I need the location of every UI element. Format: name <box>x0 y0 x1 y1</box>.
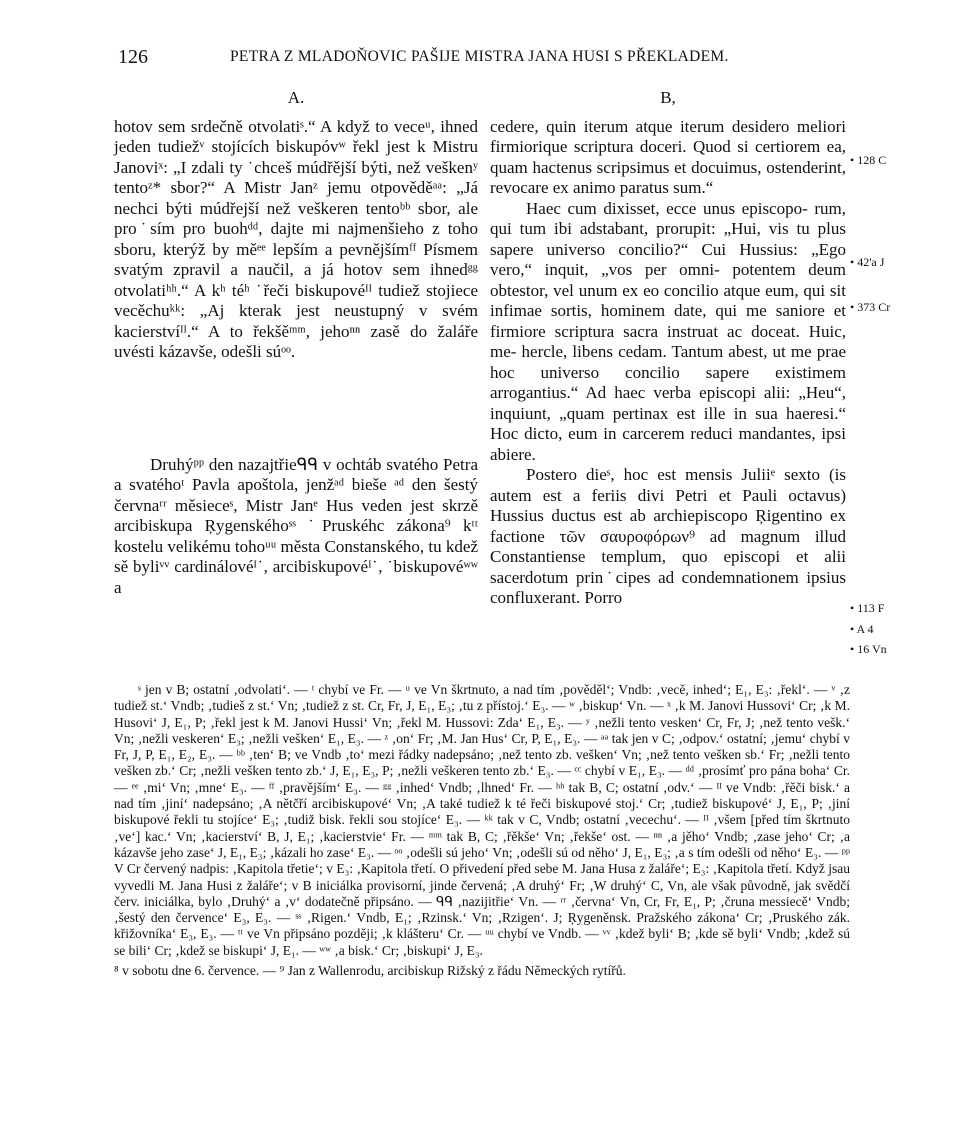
column-a-label: A. <box>287 88 305 107</box>
margin-note: • 128 C <box>850 153 887 167</box>
margin-note: • 16 Vn <box>850 642 887 656</box>
margin-note: • 113 F <box>850 601 885 615</box>
latin-paragraph-1: cedere, quin iterum atque iterum desidero meliori firmiorique scriptura doceri. Quod si certiorem ea, quam hactenus scripsimus et docuimus, ostenderint, revocare ex animo paratus sum.“ <box>490 116 846 197</box>
running-title: PETRA Z MLADOŇOVIC PAŠIJE MISTRA JANA HUSI S PŘEKLADEM. <box>230 48 729 65</box>
latin-paragraph-3: Postero dieˢ, hoc est mensis Juliiᵉ sexto (is autem est a feriis divi Petri et Pauli octavus) Hussius ductus est ab archiepiscopo Ŗigentino ex factione τῶν σαυροφόρων⁹ ad magnum illud Constantiense templum, quo episcopi et alii sacerdotum prin˙cipes ad condemnationem ipsius confluxerant. Porro <box>490 465 846 607</box>
margin-note: • 42'a J <box>850 255 885 269</box>
page-number: 126 <box>118 46 148 68</box>
footnotes <box>114 682 850 979</box>
footnote-numbered: ⁸ v sobotu dne 6. července. — ⁹ Jan z Wallenrodu, arcibiskup Rižský z řádu Německých rytířů. <box>114 963 626 979</box>
footnote-apparatus: ˢ jen v B; ostatní ‚odvolati‘. — ᵗ chybí ve Fr. — ᵘ ve Vn škrtnuto, a nad tím ‚pověděl‘; Vndb: ‚vecě, inhed‘; E₁, E₃: ‚řekl‘. — ᵛ ‚z tudiež st.‘ Vndb; ‚tudieš z st.‘ Vn; ‚tudiež z st. Cr, Fr, J, E₁, E₃; ‚tu z přístoj.‘ E₃. — ʷ ‚biskup‘ Vn. — ˣ ‚k M. Janovi Hussovi‘ Cr; ‚k M. Husovi‘ J, E₁, P; ‚řekl jest k M. Janovi Hussi‘ Vn; ‚řekl M. Hussovi: Zda‘ E₁, E₃. — ʸ ‚nežli tento vesken‘ Cr, Fr, J; ‚než tento vešk.‘ Vn; ‚nežli veskeren‘ E₃; ‚nežli vešken‘ E₁, E₃. — ᶻ ‚on‘ Fr; ‚M. Jan Hus‘ Cr, P, E₁, E₃. — ᵃᵃ tak jen v C; ‚odpov.‘ ostatní; ‚jemu‘ chybí v Fr, J, P, E₁, E₂, E₃. — ᵇᵇ ‚ten‘ B; ve Vndb ‚to‘ mezi řádky nadepsáno; ‚než tento zb. vešken‘ Vn; ‚než tento vešken sb.‘ Fr; ‚nežli tento vešken zb.‘ Cr; ‚nežli vešken tento zb.‘ J, E₁, E₃, P; ‚nežli veškeren tento zb.‘ E₃. — ᶜᶜ chybí v E₁, E₃. — ᵈᵈ ‚prosímť pro pána boha‘ Cr. — ᵉᵉ ‚mi‘ Vn; ‚mne‘ E₃. — ᶠᶠ ‚pravějším‘ E₃. — ᵍᵍ ‚inhed‘ Vndb; ‚lhned‘ Fr. — ʰʰ tak B, C; ostatní ‚odv.‘ — ᴵᴵ ve Vndb: ‚řěči bisk.‘ a nad tím ‚jiní‘ nadepsáno; ‚A nětčří arcibiskupové‘ Vn; ‚A také tudiež k té řeči biskupové stoj.‘ Cr; ‚tudiež biskupové‘ J, E₁, P; ‚jiní biskupové řekli tu stojíce‘ E₃; ‚tudiž bisk. řekli sou stojíce‘ E₃. — ᵏᵏ tak v C, Vndb; ostatní ‚vecechu‘. — ᴵᴵ ‚všem [před tím škrtnuto ‚ve‘] kac.‘ Vn; ‚kacierství‘ B, J, E₁; ‚kacierstvie‘ Fr. — ᵐᵐ tak B, C; ‚řěkše‘ Vn; ‚řekše‘ ost. — ⁿⁿ ‚a jěho‘ Vndb; ‚zase jeho‘ Cr; ‚a kázavše jeho zase‘ J, E₁, E₃; ‚kázali ho zase‘ E₃. — ᵒᵒ ‚odešli sú jeho‘ Vn; ‚odešli sú od něho‘ J, E₁, E₃; ‚a s tím odešli od něho‘ E₃. — ᵖᵖ V Cr červený nadpis: ‚Kapitola třetie‘; v E₃: ‚Kapitola třetí. O přivedení před sebe M. Jana Husa z žaláře‘; E₃: ‚Kapitola třetí. Když jsau vyvedli M. Jana Husi z žaláře‘; v B iniciálka provisorní, jinde červená; ‚A druhý‘ Fr; ‚W druhý‘ C, Vn, ale však původně, jak svědčí červ. iniciálka, bylo ‚Druhý‘ a ‚v‘ dodatečně připsáno. — ᑫᑫ ‚nazijitřie‘ Vn. — ʳʳ ‚června‘ Vn, Cr, Fr, E₁, P; ‚čruna messiecě‘ Vndb; ‚šestý den července‘ E₃, E₃. — ˢˢ ‚Rigen.‘ Vndb, E₁; ‚Rzinsk.‘ Vn; ‚Rzigen‘. J; Ŗygeněnsk. Pražského zákona‘ Cr; ‚Pruského zák. křižovníka‘ E₃, E₃. — ᵗᵗ ve Vn připsáno později; ‚k klášteru‘ Cr. — ᵘᵘ chybí ve Vndb. — ᵛᵛ ‚kdež byli‘ B; ‚kde sě byli‘ Vndb; ‚kdež sú se bili‘ Cr; ‚kdež se biskupi‘ J, E₁. — ʷʷ ‚a bisk.‘ Cr; ‚biskupi‘ J, E₃. <box>114 682 850 958</box>
czech-paragraph-2: Druhýᵖᵖ den nazajtřieᑫᑫ v ochtáb svatého Petra a svatéhoᵗ Pavla apoštola, jenžᵃᵈ bieše ᵃᵈ den šestý červnaʳʳ měsieceˢ, Mistr Janᵉ Hus veden jest skrzě arcibiskupa Ŗygenskéhoˢˢ ˙Pruskéhc zákona⁹ kᵗᵗ kostelu velikému tohoᵘᵘ města Constanského, tu kdež sě byliᵛᵛ cardinálovéᴵ˙, arcibiskupovéᴵ˙, ˙biskupovéʷʷ a <box>114 454 478 597</box>
margin-note: • A 4 <box>850 622 874 636</box>
margin-note: • 373 Cr <box>850 300 891 314</box>
column-b-label: B, <box>660 88 676 107</box>
page-header <box>118 46 888 74</box>
czech-paragraph-1: hotov sem srdečně otvolatiˢ.“ A když to veceᵘ, ihned jeden tudiežᵛ stojících biskupóvʷ řekl jest k Mistru Janoviˣ: „I zdali ty ˙chceš múdřější býti, než veškenʸ tentoᶻ* sbor?“ A Mistr Janᶻ jemu otpověděᵃᵃ: „Já nechci býti múdřejší než veškeren tentoᵇᵇ sbor, ale pro˙sím pro buohᵈᵈ, dajte mi najmenšieho z toho sboru, kterýž by měᵉᵉ lepším a pevnějšímᶠᶠ Písmem svatým zpravil a naučil, a já hotov sem ihnedᵍᵍ otvolatiʰʰ.“ A kʰ téʰ ˙řeči biskupovéᴵᴵ tudiež stojiece vecěchuᵏᵏ: „Aj kterak jest neustupný v svém kacierstvíᴵᴵ.“ A to řekšěᵐᵐ, jehoⁿⁿ zasě do žaláře uvésti kázavše, odešli súᵒᵒ. <box>114 116 478 361</box>
column-czech <box>114 88 478 598</box>
column-latin <box>490 88 846 609</box>
latin-paragraph-2: Haec cum dixisset, ecce unus episcopo- rum, qui tum ibi adstabant, prorupit: „Hui, vis tu plus sapere universo concilio?“ Cui Hussius: „Ego vero,“ inquit, „vos per omni- potentem deum obtestor, vel unum ex eo concilio atque eum, qui sit infimae sortis, hominem date, qui me saniore et firmiore scriptura sacra instruat ac doceat. Huic, me- hercle, libens cedam. Tantum abest, ut me prae hoc universo concilio sapere existimem arrogantius.“ Ad haec verba episcopi alii: „Heu“, inquiunt, „quam pertinax est ille in sua haeresi.“ Hoc dicto, eum in carcerem reduci mandantes, ipsi abiere. <box>490 198 846 464</box>
